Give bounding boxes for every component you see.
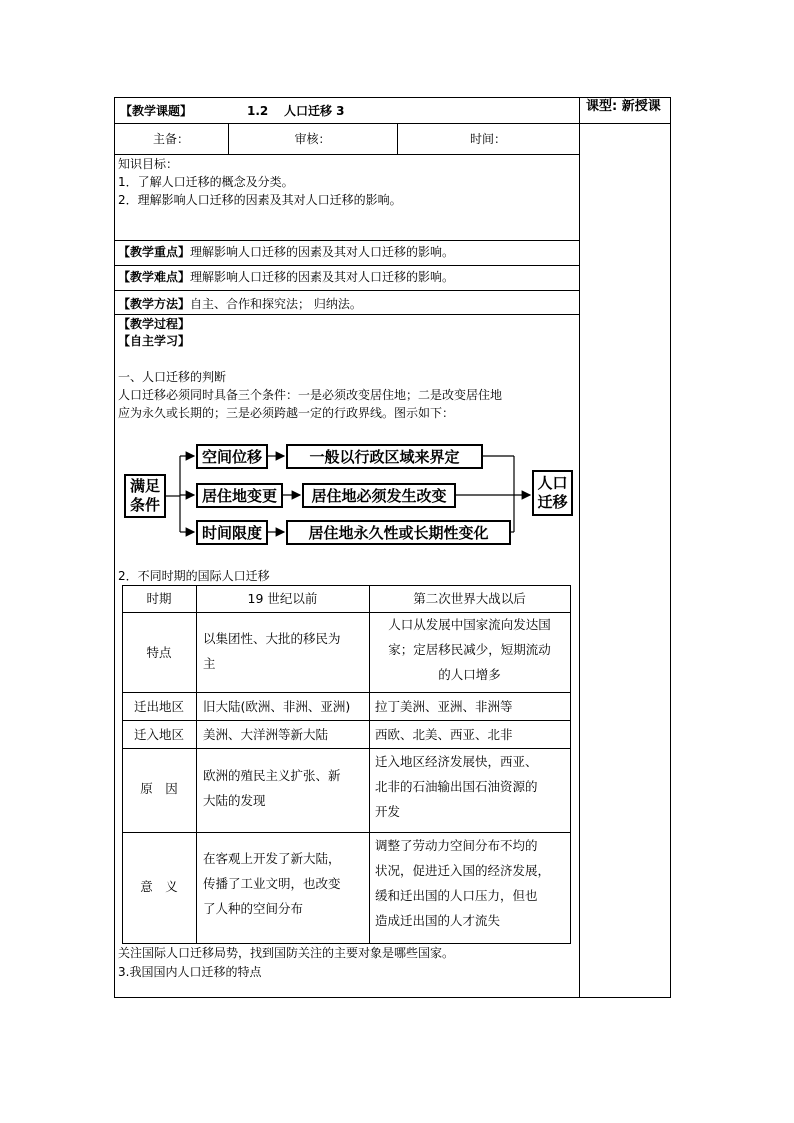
spatial-displacement-box: 空间位移 <box>196 444 268 469</box>
cell-line: 传播了工业文明，也改变 <box>203 876 341 891</box>
time-label: 时间： <box>469 132 506 146</box>
table-cell <box>375 833 569 933</box>
method-label: 【教学方法】 <box>118 297 191 311</box>
admin-boundary-box: 一般以行政区域来界定 <box>286 444 483 469</box>
table-header-pre19: 19 世纪以前 <box>247 591 318 606</box>
residence-change-box: 居住地变更 <box>196 483 283 508</box>
section1-text: 应为永久或长期的；三是必须跨越一定的行政界线。图示如下： <box>118 406 455 420</box>
section1-title: 一、人口迁移的判断 <box>118 370 227 384</box>
migration-table-title: 2．不同时期的国际人口迁移 <box>118 569 270 583</box>
residence-must-change-box: 居住地必须发生改变 <box>302 483 456 508</box>
row-label-reasons: 原 因 <box>140 781 178 796</box>
self-study-label: 【自主学习】 <box>118 334 191 348</box>
row-label-immigration: 迁入地区 <box>133 727 184 742</box>
section1-text: 人口迁移必须同时具备三个条件：一是必须改变居住地；二是改变居住地 <box>118 388 503 402</box>
cell-line: 迁入地区经济发展快，西亚、 <box>375 754 538 769</box>
conditions-box-line: 满足 <box>129 477 160 495</box>
row-label-emigration: 迁出地区 <box>133 699 184 714</box>
lesson-topic-label: 【教学课题】 <box>120 104 193 118</box>
cell-line: 欧洲的殖民主义扩张、新 <box>203 768 341 783</box>
cell-line: 大陆的发现 <box>203 793 266 808</box>
migration-box-line: 人口 <box>537 474 568 492</box>
cell-line: 在客观上开发了新大陆， <box>203 851 341 866</box>
cell-line: 家；定居移民减少，短期流动 <box>388 642 551 657</box>
permanent-residence-box: 居住地永久性或长期性变化 <box>286 520 511 545</box>
row-label-features: 特点 <box>146 645 172 660</box>
cell-line: 了人种的空间分布 <box>203 901 304 916</box>
table-cell <box>203 763 367 813</box>
table-header-period: 时期 <box>146 591 172 606</box>
table-cell: 西欧、北美、西亚、北非 <box>375 727 513 742</box>
table-cell: 旧大陆(欧洲、非洲、亚洲) <box>203 699 351 714</box>
section3-title: 3.我国国内人口迁移的特点 <box>118 965 262 979</box>
table-header-postwar: 第二次世界大战以后 <box>413 591 526 606</box>
cell-line: 开发 <box>375 804 401 819</box>
row-label-significance: 意 义 <box>140 879 178 894</box>
key-point-label: 【教学重点】 <box>118 245 191 259</box>
cell-line: 的人口增多 <box>438 667 501 682</box>
difficulty-text: 理解影响人口迁移的因素及其对人口迁移的影响。 <box>190 270 455 284</box>
reviewer-label: 审核： <box>294 132 331 146</box>
time-limit-box: 时间限度 <box>196 520 268 545</box>
cell-line: 状况，促进迁入国的经济发展， <box>375 863 551 878</box>
method-text: 自主、合作和探究法； 归纳法。 <box>190 297 362 311</box>
cell-line: 主 <box>203 656 216 671</box>
preparer-label: 主备： <box>152 132 189 146</box>
difficulty-label: 【教学难点】 <box>118 270 191 284</box>
cell-line: 缓和迁出国的人口压力，但也 <box>375 888 538 903</box>
key-point-text: 理解影响人口迁移的因素及其对人口迁移的影响。 <box>190 245 455 259</box>
objective-item: 2．理解影响人口迁移的因素及其对人口迁移的影响。 <box>118 193 402 207</box>
table-cell <box>369 612 570 687</box>
cell-line: 人口从发展中国家流向发达国 <box>388 617 551 632</box>
objectives-heading: 知识目标： <box>118 157 179 171</box>
lesson-number: 1.2 <box>247 104 269 118</box>
table-cell <box>203 626 367 676</box>
cell-line: 造成迁出国的人才流失 <box>375 913 501 928</box>
cell-line: 以集团性、大批的移民为 <box>203 631 341 646</box>
process-label: 【教学过程】 <box>118 317 191 331</box>
table-cell: 美洲、大洋洲等新大陆 <box>203 727 329 742</box>
conditions-box-line: 条件 <box>129 496 160 514</box>
course-type: 课型: 新授课 <box>586 99 661 114</box>
table-cell: 拉丁美洲、亚洲、非洲等 <box>375 699 513 714</box>
lesson-title: 人口迁移 3 <box>284 104 345 118</box>
footer-note: 关注国际人口迁移局势，找到国防关注的主要对象是哪些国家。 <box>118 946 455 960</box>
migration-box-line: 迁移 <box>537 493 568 511</box>
table-cell <box>203 846 367 921</box>
cell-line: 北非的石油输出国石油资源的 <box>375 779 538 794</box>
cell-line: 调整了劳动力空间分布不均的 <box>375 838 538 853</box>
objective-item: 1．了解人口迁移的概念及分类。 <box>118 175 294 189</box>
table-cell <box>375 749 569 824</box>
